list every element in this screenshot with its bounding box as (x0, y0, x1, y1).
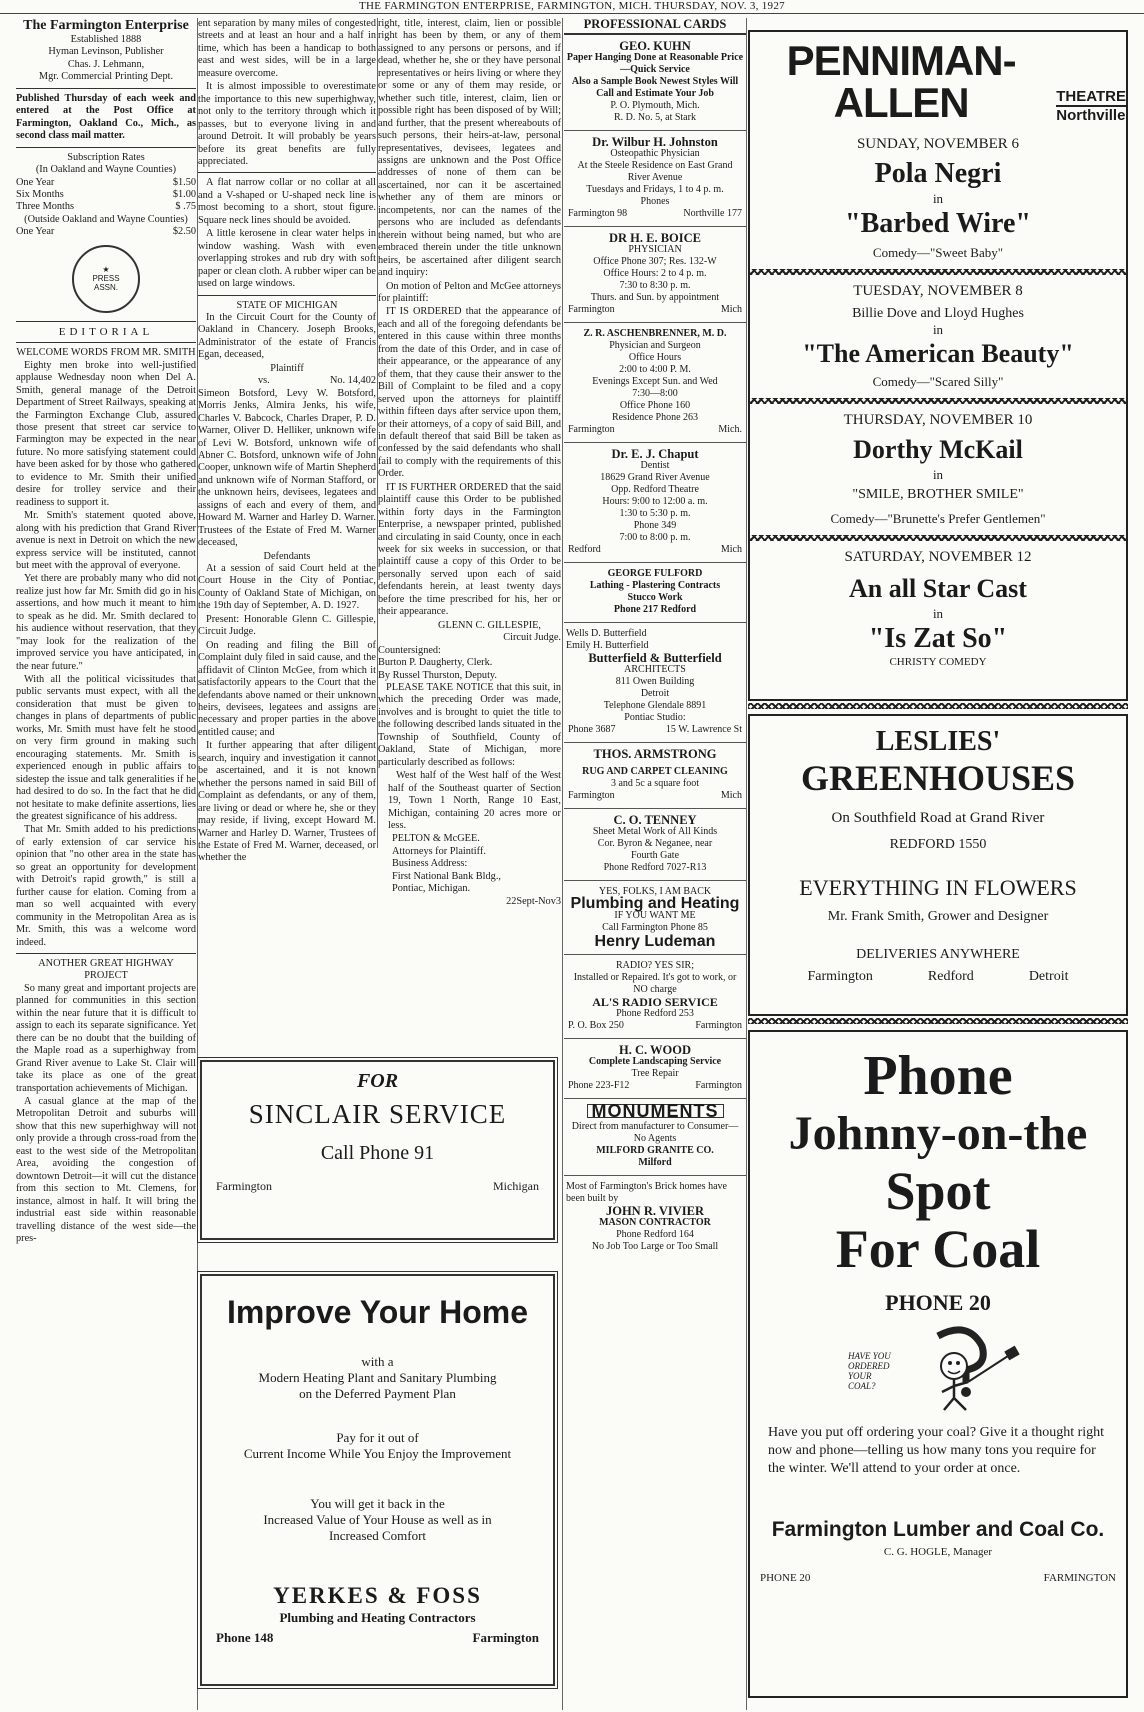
show-date: SATURDAY, NOVEMBER 12 (844, 549, 1032, 565)
sinclair-location: Farmington Michigan (216, 1179, 539, 1193)
editorial-paragraph: So many great and important projects are planned for communities in this section within the near future that it is difficult to assign to each its separate significance. Yet there can be no doubt that the building of the Maple road as a superhighway from Grand River avenue to Lake St. Clair will take its place as one of the great transportation achievements of Michigan. (16, 982, 196, 1094)
legal-text: right, title, interest, claim, lien or possible right has been by them, or any of them assigned to any persons or persons, and if dead, whether he, she or they have personal representatives or heirs living or where they or some or any of them may reside, or whether such title, interest, claim, lien or possible right has been disposed of by Will; and further, that the present whereabouts of such persons, their heirs-at-law, personal representatives, devisees, legatees and assigns are unknown and the Post Office addresses of none of them can be ascertained, nor can it be ascertained whether any of them are minors or incompetents, nor can the names of the persons who are included as defendants therein without being named, but who are embraced therein under the title unknown heirs, be ascertained after diligent search and inquiry: (378, 18, 561, 279)
theatre-masthead: PENNIMAN-ALLEN THEATRE Northville (786, 37, 1126, 126)
legal-text: At a session of said Court held at the Court House in the City of Pontiac, County of Oakland State of Michigan, on the 19th day of September, A. D. 1927. (198, 563, 376, 612)
rate-row: Six Months $1.00 (16, 188, 196, 200)
column-masthead-editorial (16, 18, 196, 1710)
yerkes-text: Pay for it out of (336, 1430, 419, 1445)
card-als-radio: RADIO? YES SIR; Installed or Repaired. It's got to work, or NO charge AL'S RADIO SERVICE Phone Redford 253 P. O. Box 250 Farmington (564, 955, 746, 1039)
leslies-greenhouses-ad (748, 714, 1128, 1016)
article-text: ent separation by many miles of congested streets and at least an hour and a half in time, which has been a handicap to both east and west sides, will be in a large measure overcome. (198, 18, 376, 79)
card-wood: H. C. WOOD Complete Landscaping Service Tree Repair Phone 223-F12 Farmington (564, 1039, 746, 1099)
greenhouse-delivery: DELIVERIES ANYWHERE (856, 947, 1020, 962)
household-tip: A little kerosene in clear water helps in window washing. Wash with even overlapping strokes and rub dry with soft paper or clean cloth. A rubber wiper can be used on large windows. (198, 228, 376, 290)
rate-row: Three Months $ .75 (16, 201, 196, 213)
column-three (378, 18, 562, 907)
coal-headline: Johnny-on-the (788, 1107, 1088, 1160)
subscription-area: (In Oakland and Wayne Counties) (35, 164, 177, 176)
improve-home-headline: Improve Your Home (226, 1294, 529, 1330)
column-two (198, 18, 376, 866)
legal-text: Simeon Botsford, Levy W. Botsford, Morris Jenks, Almira Jenks, his wife, Charles V. Babcock, Charles Draper, P. D. Warner, Oliver D. Helliker, unknown wife of Levi W. Botsford, unknown wife of Abner C. Botsford, unknown wife of John Cooper, unknown wife of Martin Shepherd and unknown wife of Norman Stafford, or the unknown heirs, devisees, legatees and assigns of each and every of them, and Howard M. Warner and Harley D. Warner. Trustees of the Estate of Fred M. Warner deceased, (198, 387, 376, 549)
coal-footer: PHONE 20 FARMINGTON (760, 1572, 1116, 1584)
legal-heading: STATE OF MICHIGAN (236, 299, 338, 311)
show-comedy: Comedy—"Scared Silly" (872, 374, 1004, 389)
rate-row: One Year $1.50 (16, 176, 196, 188)
yerkes-text: on the Deferred Payment Plan (299, 1386, 456, 1401)
show-star: An all Star Cast (849, 574, 1027, 603)
yerkes-text: Increased Comfort (328, 1528, 427, 1543)
legal-text: Present: Honorable Glenn C. Gillespie, Circuit Judge. (198, 613, 376, 638)
show-comedy: Comedy—"Brunette's Prefer Gentlemen" (830, 511, 1046, 526)
card-vivier: Most of Farmington's Brick homes have been built by JOHN R. VIVIER MASON CONTRACTOR Phone Redford 164 No Job Too Large or Too Small (566, 1181, 727, 1252)
show-star: Dorthy McKail (853, 435, 1023, 464)
coal-headline: Phone (863, 1045, 1013, 1107)
legal-description: West half of the West half of the West half of the Southeast quarter of Section 19, Town 1 North, Range 10 East, Michigan, containing 20 acres more or less. (388, 770, 561, 831)
show-in: in (932, 322, 944, 337)
masthead-publisher: Hyman Levinson, Publisher (48, 46, 164, 58)
editorial-paragraph: That Mr. Smith added to his predictions of early extension of car service his opinion that "no other area in the state has so great an opportunity for development with Detroit's rapid growth," is still a further cause for elation. Coming from a man so well acquainted with every community in the Metropolitan Area as is Mr. Smith, this was a welcome word indeed. (16, 824, 196, 948)
legal-text: IT IS FURTHER ORDERED that the said plaintiff cause this Order to be published within forty days in the Farmington Enterprise, a newspaper printed, published and circulating in said County, once in each week for six weeks in succession, or that plaintiff cause a copy of this Order to be personally served upon each of said defendants herein, at least twenty days before the time prescribed for his, her or their appearance. (378, 481, 561, 618)
show-film: "Barbed Wire" (845, 208, 1031, 239)
sinclair-phone: Call Phone 91 (320, 1142, 435, 1164)
rate-row: One Year $2.50 (16, 226, 196, 238)
johnny-mascot-icon (908, 1326, 1028, 1416)
editorial-paragraph: A casual glance at the map of the Metropolitan Detroit and suburbs will show that this new superhighway will not only provide a through cross-road from the east to the west side of the Metropolitan Area, avoiding the congestion of downtown Detroit—it will cut the distance from this section to Mt. Clemens, for instance, almost in half. It will bring the industrial east side within reasonable travelling distance of the west side—the pres- (16, 1095, 196, 1244)
judge-title: Circuit Judge. (503, 632, 561, 644)
yerkes-text: Increased Value of Your House as well as in (263, 1512, 492, 1527)
legal-defendants: Defendants (263, 550, 311, 562)
household-tip: A flat narrow collar or no collar at all and a V-shaped or U-shaped neck line is most becoming to a short, stout figure. Square neck lines should be avoided. (198, 177, 376, 226)
greenhouse-phone: REDFORD 1550 (889, 837, 987, 852)
yerkes-text: Current Income While You Enjoy the Improvement (243, 1446, 512, 1461)
show-in: in (932, 191, 944, 206)
legal-plaintiff: Plaintiff (270, 362, 304, 374)
subscription-heading: Subscription Rates (67, 151, 145, 163)
greenhouse-address: On Southfield Road at Grand River (831, 810, 1045, 826)
sinclair-service-ad (200, 1060, 555, 1240)
legal-text: In the Circuit Court for the County of Oakland in Chancery. Joseph Brooks, Administrator of the estate of Francis Egan, deceased, (198, 311, 376, 361)
subscription-outside: (Outside Oakland and Wayne Counties) (24, 213, 188, 225)
show-film: "SMILE, BROTHER SMILE" (852, 487, 1024, 502)
yerkes-name: YERKES & FOSS (273, 1583, 482, 1608)
press-association-seal-icon: ★ PRESS ASSN. (72, 245, 140, 313)
show-date: TUESDAY, NOVEMBER 8 (853, 283, 1023, 299)
publication-notice: Published Thursday of each week and entered at the Post Office at Farmington, Oakland Co., Mich., as second class mail matter. (16, 92, 196, 142)
masthead-manager-title: Mgr. Commercial Printing Dept. (38, 71, 174, 83)
editorial-paragraph: Yet there are probably many who did not realize just how far Mr. Smith did go in his assertions, and how much it meant to him to speak as he did. Mr. Smith declared to his audience without reservation, that they "may look for the realization of the improved service you have anticipated, in the near future." (16, 573, 196, 672)
yerkes-contact: Phone 148 Farmington (216, 1630, 539, 1645)
yerkes-text: with a (361, 1354, 394, 1369)
clerk: Burton P. Daugherty, Clerk. (378, 657, 493, 669)
masthead-manager: Chas. J. Lehmann, (67, 58, 145, 70)
countersigned: Countersigned: (378, 644, 441, 656)
show-date: THURSDAY, NOVEMBER 10 (843, 412, 1033, 428)
legal-text: IT IS ORDERED that the appearance of each and all of the foregoing defendants be entered in this cause within three months from the date of this Order, and in case of their appearance, or the appearance of any of them, that they cause their answer to the Bill of Complaint to be filed and a copy served upon the attorneys for plaintiff within fifteen days after service upon them, or their attorneys, of a copy of said Bill, and in default thereof that said Bill be taken as confessed by the said defendants who shall fail to comply with the requirements of this Order. (378, 306, 561, 480)
masthead-established: Established 1888 (70, 34, 142, 45)
masthead-title: The Farmington Enterprise (23, 18, 189, 33)
greenhouse-grower: Mr. Frank Smith, Grower and Designer (827, 909, 1049, 924)
greenhouse-towns: Farmington Redford Detroit (807, 969, 1069, 984)
greenhouse-slogan: EVERYTHING IN FLOWERS (799, 875, 1077, 900)
show-comedy: Comedy—"Sweet Baby" (872, 245, 1004, 260)
card-butterfield: Wells D. Butterfield Emily H. Butterfield Butterfield & Butterfield ARCHITECTS 811 Owen Building Detroit Telephone Glendale 8891 Pontiac Studio: Phone 3687 15 W. Lawrence St (564, 623, 746, 743)
sinclair-name: SINCLAIR SERVICE (248, 1099, 507, 1129)
card-tenney: C. O. TENNEY Sheet Metal Work of All Kinds Cor. Byron & Neganee, near Fourth Gate Phone Redford 7027-R13 (564, 809, 746, 881)
coal-manager: C. G. HOGLE, Manager (883, 1546, 993, 1558)
card-johnston: Dr. Wilbur H. Johnston Osteopathic Physician At the Steele Residence on East Grand River Avenue Tuesdays and Fridays, 1 to 4 p. m. Phones Farmington 98 Northville 177 (564, 131, 746, 227)
editorial-paragraph: Mr. Smith's statement quoted above, along with his prediction that Grand River avenue is next in Detroit on which the new express service will be instituted, cannot but meet with the approval of everyone. (16, 510, 196, 571)
show-date: SUNDAY, NOVEMBER 6 (856, 136, 1020, 152)
editorial-headline: WELCOME WORDS FROM MR. SMITH (16, 347, 196, 359)
card-aschenbrenner: Z. R. ASCHENBRENNER, M. D. Physician and Surgeon Office Hours 2:00 to 4:00 P. M. Evenings Except Sun. and Wed 7:30—8:00 Office Phone 160 Residence Phone 263 Farmington Mich. (564, 323, 746, 443)
yerkes-foss-ad (200, 1274, 555, 1686)
show-in: in (932, 606, 944, 621)
coal-company: Farmington Lumber and Coal Co. (771, 1518, 1105, 1541)
show-star: Pola Negri (874, 158, 1002, 189)
legal-text: It further appearing that after diligent search, inquiry and investigation it cannot be ascertained, and it is not known whether the persons named in said Bill of Complaint as defendants, or any of them, are living or dead or where he, she or they may reside, if living, except Howard M. Warner and Harley D. Warner, Trustees of the Estate of Fred M. Warner, deceased, or whether the (198, 740, 376, 864)
coal-mascot-illustration (750, 1326, 1126, 1416)
show-in: in (932, 467, 944, 482)
coal-phone: PHONE 20 (885, 1290, 991, 1315)
editorial-paragraph: With all the political vicissitudes that public servants must expect, with all the consideration that must be given to changes in plans of departments of public works, Mr. Smith must have felt he stood on very firm ground in making such encouraging statements. Mr. Smith is experienced enough in public affairs to sidestep the issue and talk generalities if he had desired to do so. In the fact that he did not hesitate to make definite assertions, lies the greatest significance of his address. (16, 674, 196, 823)
legal-text: On motion of Pelton and McGee attorneys for plaintiff: (378, 280, 562, 304)
deputy: By Russel Thurston, Deputy. (378, 669, 497, 681)
card-fulford: GEORGE FULFORD Lathing - Plastering Contracts Stucco Work Phone 217 Redford (564, 563, 746, 623)
card-chaput: Dr. E. J. Chaput Dentist 18629 Grand River Avenue Opp. Redford Theatre Hours: 9:00 to 12:00 a. m. 1:30 to 5:30 p. m. Phone 349 7:00 to 8:00 p. m. Redford Mich (564, 443, 746, 563)
show-comedy: CHRISTY COMEDY (889, 656, 987, 668)
editorial-paragraph: Eighty men broke into well-justified applause Wednesday noon when Del A. Smith, general manage of the Detroit Department of Street Railways, speaking at the Farmington Exchange Club, assured those present that street car service to Farmington may be expected in the near future. No more satisfying statement could have been asked for by those who gathered to evidence to Mr. Smith their unified desire for trolley service and their readiness to support it. (16, 359, 196, 508)
card-armstrong: THOS. ARMSTRONG RUG AND CARPET CLEANING 3 and 5c a square foot Farmington Mich (564, 743, 746, 809)
coal-headline: Spot (885, 1161, 991, 1221)
greenhouse-name: GREENHOUSES (800, 758, 1076, 798)
judge-signature: GLENN C. GILLESPIE, (438, 619, 541, 631)
yerkes-sub: Plumbing and Heating Contractors (279, 1610, 476, 1625)
greenhouse-name: LESLIES' (875, 726, 1001, 757)
card-kuhn: GEO. KUHN Paper Hanging Done at Reasonable Price—Quick Service Also a Sample Book Newest Styles Will Call and Estimate Your Job P. O. Plymouth, Mich. R. D. No. 5, at Stark (564, 35, 746, 131)
show-film: "Is Zat So" (868, 623, 1008, 654)
mascot-bubble-text: HAVE YOU ORDERED YOUR COAL? (848, 1351, 891, 1391)
editorial-headline: ANOTHER GREAT HIGHWAY PROJECT (38, 958, 174, 982)
penniman-allen-theatre-ad (748, 30, 1128, 701)
article-text: It is almost impossible to overestimate the importance to this new superhighway, not only to the territory through which it passes, but to everyone living in and around Detroit. It will probably be years before its great benefits are fully appreciated. (198, 81, 376, 167)
attorney-block: PELTON & McGEE. Attorneys for Plaintiff. Business Address: First National Bank Bldg., Pontiac, Michigan. 22Sept-Nov3 (392, 833, 561, 907)
cards-title: PROFESSIONAL CARDS (564, 18, 746, 35)
legal-text: On reading and filing the Bill of Complaint duly filed in said cause, and the affidavit of Clinton McGee, from which it satisfactorily appears to the Court that the defendants above named or their unknown heirs, devisees, legatees and assigns are necessary and proper parties in the above entitled cause; and (198, 639, 376, 738)
card-monuments: MONUMENTS Direct from manufacturer to Consumer—No Agents MILFORD GRANITE CO. Milford (564, 1099, 746, 1176)
page-header: THE FARMINGTON ENTERPRISE, FARMINGTON, MICH. THURSDAY, NOV. 3, 1927 (0, 0, 1144, 14)
show-star: Billie Dove and Lloyd Hughes (852, 306, 1024, 321)
coal-body-text: Have you put off ordering your coal? Give it a thought right now and phone—telling us how many tons you require for the winter. We'll attend to your order at once. (768, 1425, 1105, 1476)
farmington-lumber-coal-ad (748, 1030, 1128, 1698)
show-film: "The American Beauty" (802, 339, 1074, 368)
yerkes-text: You will get it back in the (310, 1496, 445, 1511)
editorial-label: EDITORIAL (58, 325, 154, 338)
card-boice: DR H. E. BOICE PHYSICIAN Office Phone 307; Res. 132-W Office Hours: 2 to 4 p. m. 7:30 to 8:30 p. m. Thurs. and Sun. by appointment Farmington Mich (564, 227, 746, 323)
coal-headline: For Coal (835, 1219, 1041, 1279)
professional-cards-column (564, 18, 746, 1710)
yerkes-text: Modern Heating Plant and Sanitary Plumbing (258, 1370, 497, 1385)
legal-case-number: vs. No. 14,402 (258, 375, 376, 387)
sinclair-for: FOR (356, 1070, 399, 1092)
legal-text: PLEASE TAKE NOTICE that this suit, in which the preceding Order was made, involves and is brought to quiet the title to the following described lands situated in the Township of Southfield, County of Oakland, State of Michigan, more particularly described as follows: (378, 682, 561, 768)
card-ludeman: YES, FOLKS, I AM BACK Plumbing and Heating IF YOU WANT ME Call Farmington Phone 85 Henry Ludeman (564, 881, 746, 955)
